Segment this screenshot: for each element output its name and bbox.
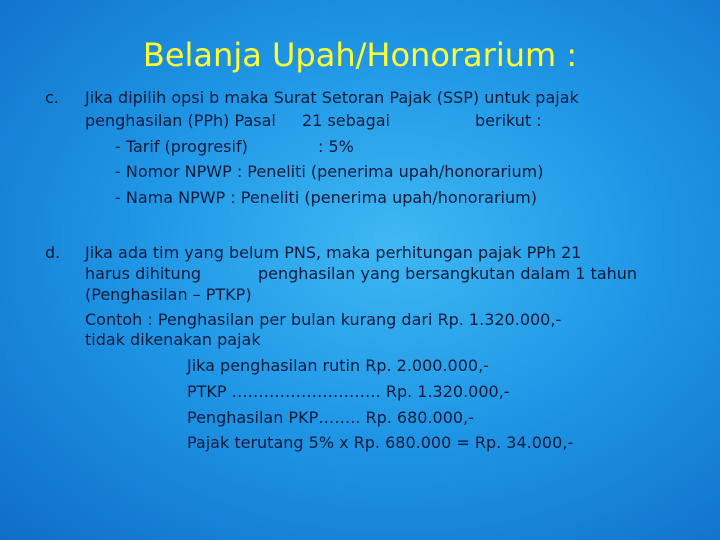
item-c-line-2c: berikut : <box>475 111 542 130</box>
item-c-marker: c. <box>45 88 59 107</box>
item-d-line-1: Jika ada tim yang belum PNS, maka perhitungan pajak PPh 21 <box>85 243 582 262</box>
slide-title: Belanja Upah/Honorarium : <box>142 36 578 74</box>
item-c-line-2a: penghasilan (PPh) Pasal <box>85 111 276 130</box>
item-d-line-6: Jika penghasilan rutin Rp. 2.000.000,- <box>187 356 489 375</box>
item-c-line-3a: - Tarif (progresif) <box>115 137 248 156</box>
item-d-line-2a: harus dihitung <box>85 264 201 283</box>
item-c-line-5: - Nama NPWP : Peneliti (penerima upah/honorarium) <box>115 188 537 207</box>
item-d-line-4: Contoh : Penghasilan per bulan kurang dari Rp. 1.320.000,- <box>85 310 562 329</box>
item-c-line-2b: 21 sebagai <box>302 111 390 130</box>
item-d-line-7: PTKP ………………………. Rp. 1.320.000,- <box>187 382 510 401</box>
item-d-line-8: Penghasilan PKP…….. Rp. 680.000,- <box>187 408 474 427</box>
item-c-line-4: - Nomor NPWP : Peneliti (penerima upah/honorarium) <box>115 162 544 181</box>
item-d-line-9: Pajak terutang 5% x Rp. 680.000 = Rp. 34.000,- <box>187 433 574 452</box>
item-d-line-5: tidak dikenakan pajak <box>85 330 261 349</box>
item-d-marker: d. <box>45 243 61 262</box>
item-d-line-2b: penghasilan yang bersangkutan dalam 1 tahun <box>258 264 638 283</box>
item-d-line-3: (Penghasilan – PTKP) <box>85 285 252 304</box>
item-c-line-1: Jika dipilih opsi b maka Surat Setoran Pajak (SSP) untuk pajak <box>85 88 579 107</box>
item-c-line-3b: : 5% <box>318 137 354 156</box>
